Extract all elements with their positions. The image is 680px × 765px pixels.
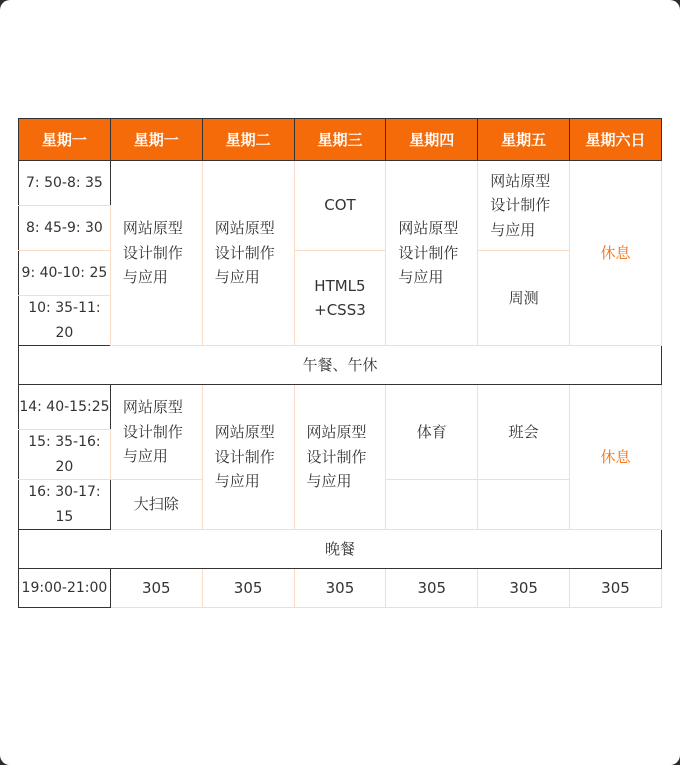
course-line: 网站原型 xyxy=(122,219,183,238)
header-time-column: 星期一 xyxy=(19,119,111,161)
time-slot: 14: 40-15:25 xyxy=(19,385,111,430)
dinner-break: 晚餐 xyxy=(19,530,662,569)
class-schedule-table xyxy=(18,118,662,608)
evening-room-tuesday: 305 xyxy=(202,569,294,608)
thursday-morning-course xyxy=(386,161,478,346)
course-line: 网站原型 xyxy=(398,219,459,238)
lunch-row xyxy=(19,346,662,385)
header-tuesday: 星期二 xyxy=(202,119,294,161)
thursday-afternoon-empty xyxy=(386,480,478,530)
course-line: 与应用 xyxy=(490,220,536,239)
weekend-afternoon-rest: 休息 xyxy=(570,385,662,530)
wednesday-morning-course-top: COT xyxy=(294,161,386,251)
tuesday-afternoon-course xyxy=(202,385,294,530)
course-line: 设计制作 xyxy=(214,243,275,262)
course-line: 设计制作 xyxy=(122,422,183,441)
course-line: 网站原型 xyxy=(306,423,367,442)
evening-room-weekend: 305 xyxy=(570,569,662,608)
monday-afternoon-course-top xyxy=(110,385,202,480)
evening-room-monday: 305 xyxy=(110,569,202,608)
header-friday: 星期五 xyxy=(478,119,570,161)
time-slot: 19:00-21:00 xyxy=(19,569,111,608)
morning-row-1 xyxy=(19,161,662,206)
header-thursday: 星期四 xyxy=(386,119,478,161)
course-line: 设计制作 xyxy=(306,447,367,466)
time-slot: 8: 45-9: 30 xyxy=(19,206,111,251)
course-line: 设计制作 xyxy=(398,243,459,262)
course-line: 与应用 xyxy=(306,472,352,491)
course-line: 网站原型 xyxy=(122,398,183,417)
time-slot: 15: 35-16: 20 xyxy=(19,430,111,480)
time-slot: 7: 50-8: 35 xyxy=(19,161,111,206)
friday-afternoon-course: 班会 xyxy=(478,385,570,480)
course-line: 与应用 xyxy=(122,268,168,287)
header-wednesday: 星期三 xyxy=(294,119,386,161)
course-line: 网站原型 xyxy=(214,423,275,442)
course-line: +CSS3 xyxy=(314,301,366,319)
course-line: 网站原型 xyxy=(490,171,551,190)
monday-morning-course xyxy=(110,161,202,346)
lunch-break: 午餐、午休 xyxy=(19,346,662,385)
thursday-afternoon-course: 体育 xyxy=(386,385,478,480)
monday-afternoon-course-bottom: 大扫除 xyxy=(110,480,202,530)
time-slot: 9: 40-10: 25 xyxy=(19,251,111,296)
course-line: HTML5 xyxy=(314,276,366,295)
friday-morning-course-top xyxy=(478,161,570,251)
evening-row xyxy=(19,569,662,608)
friday-morning-course-bottom: 周测 xyxy=(478,251,570,346)
time-slot: 16: 30-17: 15 xyxy=(19,480,111,530)
time-slot: 10: 35-11: 20 xyxy=(19,296,111,346)
friday-afternoon-empty xyxy=(478,480,570,530)
tuesday-morning-course xyxy=(202,161,294,346)
header-monday: 星期一 xyxy=(110,119,202,161)
dinner-row xyxy=(19,530,662,569)
weekend-morning-rest: 休息 xyxy=(570,161,662,346)
course-line: 与应用 xyxy=(214,268,260,287)
header-row xyxy=(19,119,662,161)
course-line: 与应用 xyxy=(214,472,260,491)
wednesday-morning-course-bottom xyxy=(294,251,386,346)
course-line: 设计制作 xyxy=(122,243,183,262)
afternoon-row-1 xyxy=(19,385,662,430)
course-line: 设计制作 xyxy=(490,196,551,215)
evening-room-thursday: 305 xyxy=(386,569,478,608)
course-line: 与应用 xyxy=(398,268,444,287)
course-line: 网站原型 xyxy=(214,219,275,238)
wednesday-afternoon-course xyxy=(294,385,386,530)
header-weekend: 星期六日 xyxy=(570,119,662,161)
evening-room-friday: 305 xyxy=(478,569,570,608)
evening-room-wednesday: 305 xyxy=(294,569,386,608)
course-line: 与应用 xyxy=(122,447,168,466)
course-line: 设计制作 xyxy=(214,447,275,466)
